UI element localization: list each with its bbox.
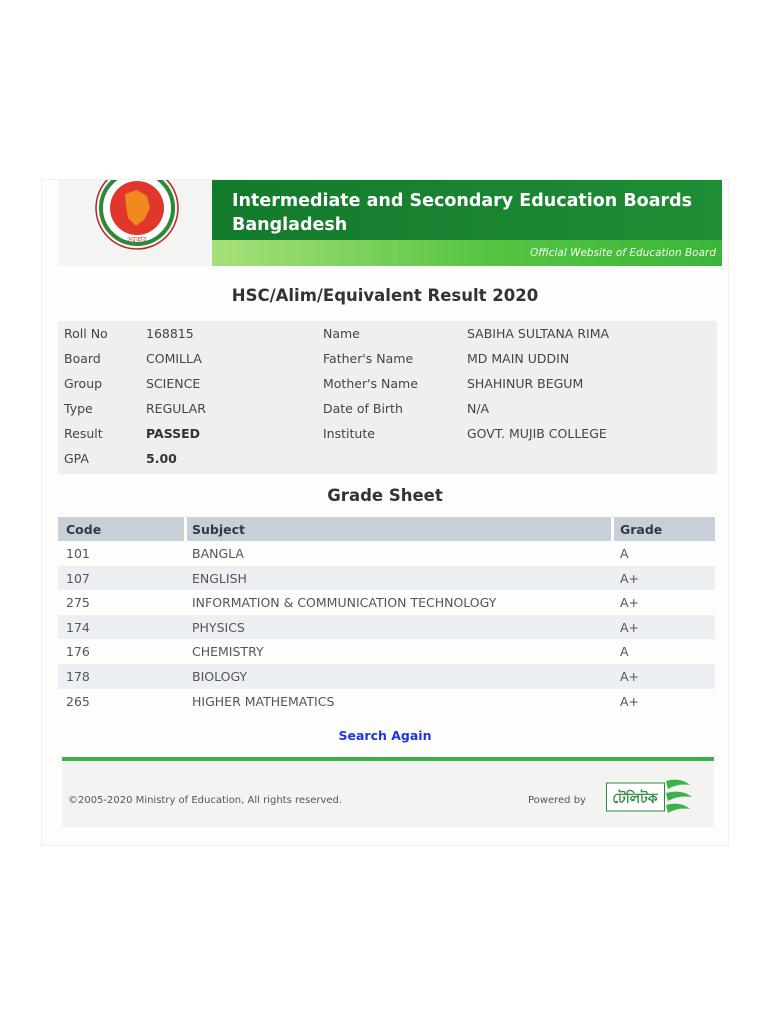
info-row-group: [58, 371, 717, 396]
row-subject: PHYSICS: [192, 619, 245, 635]
row-grade: A+: [620, 619, 640, 635]
info-row-board: [58, 346, 717, 371]
result-label: Result: [64, 426, 103, 441]
site-header: [58, 180, 722, 266]
header-subbanner: [212, 240, 722, 266]
dob-label: Date of Birth: [323, 401, 403, 416]
gpa-value: 5.00: [146, 451, 177, 466]
table-row: [58, 664, 715, 689]
type-value: REGULAR: [146, 401, 206, 416]
roll-value: 168815: [146, 326, 194, 341]
info-row-result: [58, 421, 717, 446]
student-info-panel: [58, 321, 717, 474]
table-row: [58, 639, 715, 664]
father-label: Father's Name: [323, 351, 414, 366]
page-title: HSC/Alim/Equivalent Result 2020: [231, 286, 539, 305]
grade-table: [58, 517, 715, 713]
row-grade: A+: [620, 668, 640, 684]
search-again-link[interactable]: Search Again: [338, 728, 432, 743]
teletalk-logo-text: টেলিটক: [612, 791, 658, 807]
row-subject: HIGHER MATHEMATICS: [192, 693, 335, 709]
gpa-label: GPA: [64, 451, 89, 466]
institute-value: GOVT. MUJIB COLLEGE: [467, 426, 607, 441]
row-code: 107: [66, 570, 90, 586]
name-value: SABIHA SULTANA RIMA: [467, 326, 610, 341]
site-subtitle: Official Website of Education Board: [529, 247, 716, 259]
row-grade: A: [620, 546, 629, 561]
board-value: COMILLA: [146, 351, 202, 366]
header-grade: Grade: [620, 522, 663, 537]
institute-label: Institute: [323, 426, 375, 441]
grade-table-header: [58, 517, 715, 541]
header-subject: Subject: [192, 522, 245, 537]
row-grade: A: [620, 644, 629, 660]
info-row-type: [58, 396, 717, 421]
logo-box: [58, 180, 212, 266]
table-row: [58, 566, 715, 591]
table-row: [58, 541, 715, 566]
site-title-line1: Intermediate and Secondary Education Boards: [232, 191, 693, 211]
header-code: Code: [66, 522, 102, 537]
info-row-gpa: [58, 446, 717, 471]
dob-value: N/A: [467, 401, 490, 416]
copyright-text: ©2005-2020 Ministry of Education, All rights reserved.: [68, 795, 343, 806]
row-subject: BANGLA: [192, 546, 244, 561]
father-value: MD MAIN UDDIN: [467, 351, 570, 366]
table-row: [58, 689, 715, 714]
mother-value: SHAHINUR BEGUM: [467, 376, 584, 391]
roll-label: Roll No: [64, 326, 108, 341]
row-subject: ENGLISH: [192, 570, 247, 586]
header-separator: [184, 517, 187, 541]
site-title: [232, 189, 712, 237]
info-row-roll: [58, 321, 717, 346]
govt-seal-icon: [92, 180, 182, 250]
group-label: Group: [64, 376, 103, 391]
name-label: Name: [323, 326, 360, 341]
group-value: SCIENCE: [146, 376, 201, 391]
row-code: 275: [66, 595, 90, 611]
header-separator: [611, 517, 614, 541]
mother-label: Mother's Name: [323, 376, 418, 391]
row-subject: CHEMISTRY: [192, 644, 264, 660]
header-banner: [212, 180, 722, 240]
table-row: [58, 590, 715, 615]
row-grade: A+: [620, 570, 640, 586]
table-row: [58, 615, 715, 640]
row-subject: BIOLOGY: [192, 668, 248, 684]
result-card: [42, 180, 728, 845]
row-grade: A+: [620, 693, 640, 709]
row-code: 174: [66, 619, 90, 635]
grade-sheet-title: Grade Sheet: [327, 486, 443, 505]
row-code: 176: [66, 644, 90, 660]
teletalk-logo-icon[interactable]: [606, 775, 698, 817]
row-code: 101: [66, 546, 90, 561]
result-value: PASSED: [146, 426, 201, 441]
site-title-line2: Bangladesh: [232, 215, 348, 235]
powered-by-text: Powered by: [528, 795, 586, 806]
type-label: Type: [64, 401, 93, 416]
row-code: 265: [66, 693, 90, 709]
board-label: Board: [64, 351, 101, 366]
site-footer: [62, 762, 714, 827]
row-grade: A+: [620, 595, 640, 611]
footer-divider: [62, 757, 714, 761]
row-code: 178: [66, 668, 90, 684]
svg-text:সরকার: সরকার: [127, 236, 147, 244]
row-subject: INFORMATION & COMMUNICATION TECHNOLOGY: [192, 595, 497, 611]
